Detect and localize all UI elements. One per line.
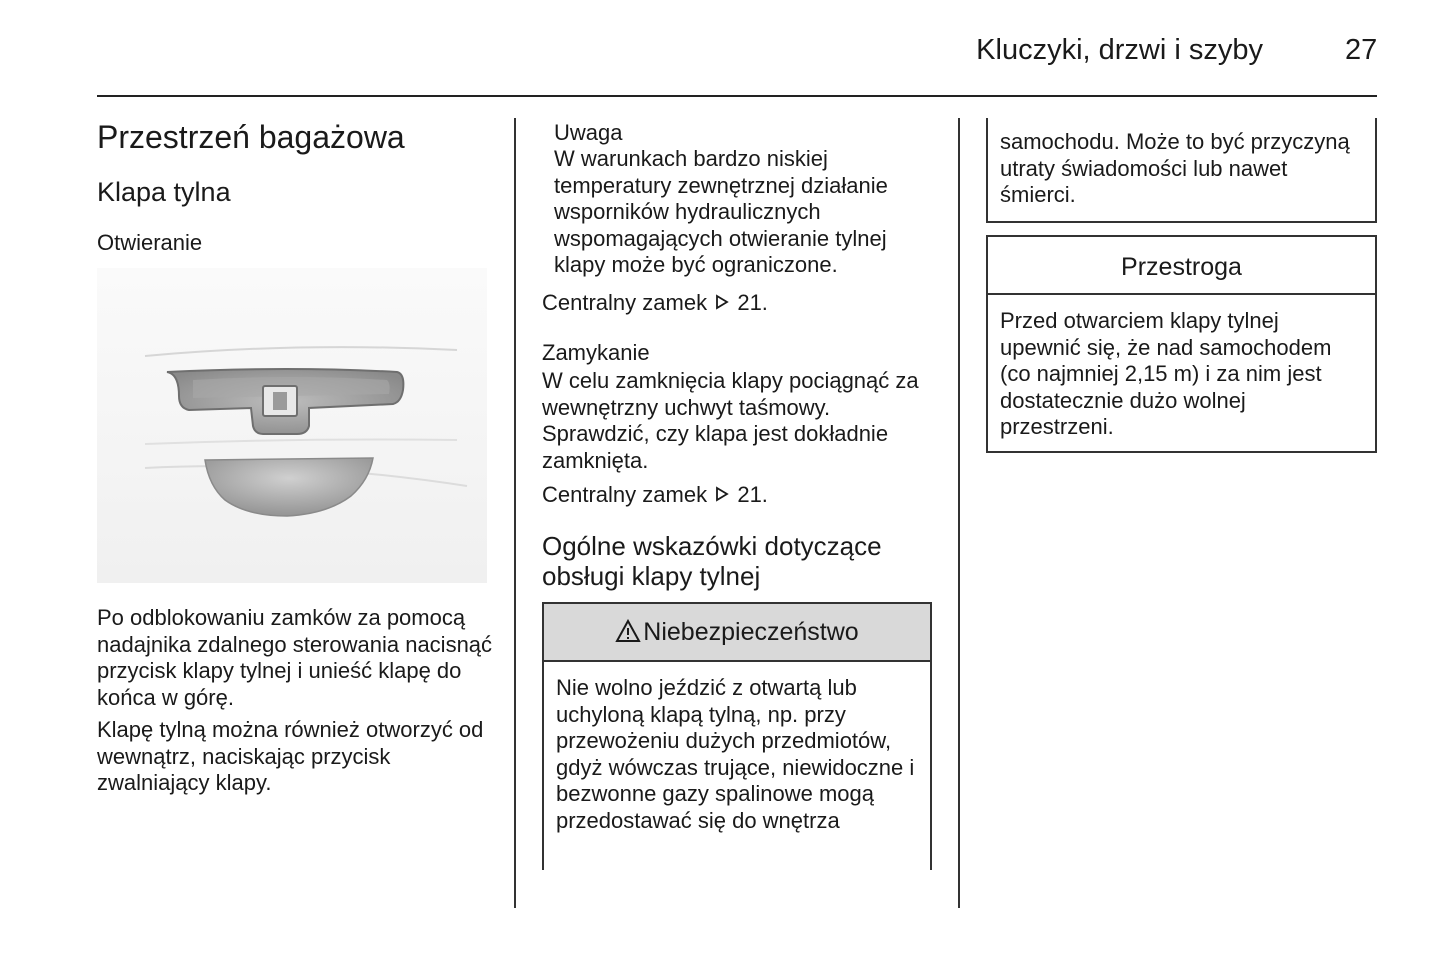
page-reference-arrow-icon [715, 290, 729, 317]
note-text: W warunkach bardzo niskiej temperatury zewnętrznej działanie wsporników hydraulicznych wspomagających otwieranie tylnej klapy może być ograniczone. [554, 146, 888, 277]
closing-heading: Zamykanie [542, 340, 650, 365]
danger-text: Nie wolno jeździć z otwartą lub uchyloną klapą tylną, np. przy przewożeniu dużych przedmiotów, gdyż wówczas trujące, niewidoczne i bezwonne gazy spalinowe mogą przedostawać się do wnętrza [556, 675, 915, 833]
subsubsection-heading: Otwieranie [97, 230, 203, 255]
cross-reference-1 [542, 290, 768, 317]
danger-continued-text: samochodu. Może to być przyczyną utraty świadomości lub nawet śmierci. [1000, 129, 1350, 207]
page-number: 27 [1345, 34, 1378, 66]
note-title: Uwaga [554, 120, 623, 145]
subsection-heading: Klapa tylna [97, 177, 231, 207]
cross-reference-label: Centralny zamek [542, 482, 708, 507]
danger-box [542, 602, 932, 870]
danger-continued-box [986, 118, 1377, 223]
tailgate-handle-illustration [97, 268, 487, 583]
section-heading: Przestrzeń bagażowa [97, 119, 405, 155]
inside-opening-paragraph: Klapę tylną można również otworzyć od wewnątrz, naciskając przycisk zwalniający klapy. [97, 717, 484, 795]
warning-triangle-icon [615, 607, 641, 663]
general-guidelines-heading: Ogólne wskazówki dotyczące obsługi klapy tylnej [542, 531, 882, 591]
column-divider-1 [514, 118, 516, 908]
opening-paragraph: Po odblokowaniu zamków za pomocą nadajnika zdalnego sterowania nacisnąć przycisk klapy tylnej i unieść klapę do końca w górę. [97, 605, 493, 710]
danger-title: Niebezpieczeństwo [643, 618, 859, 646]
cross-reference-page: 21. [737, 482, 768, 507]
cross-reference-2 [542, 482, 768, 509]
caution-box [986, 235, 1377, 453]
cross-reference-page: 21. [737, 290, 768, 315]
running-header-title: Kluczyki, drzwi i szyby [976, 34, 1263, 66]
caution-text: Przed otwarciem klapy tylnej upewnić się, że nad samochodem (co najmniej 2,15 m) i za nim jest dostatecznie dużo wolnej przestrzeni. [1000, 308, 1332, 439]
page-reference-arrow-icon [715, 482, 729, 509]
caution-box-header: Przestroga [988, 237, 1375, 295]
column-divider-2 [958, 118, 960, 908]
danger-box-header [544, 604, 930, 662]
cross-reference-label: Centralny zamek [542, 290, 708, 315]
tailgate-handle-icon [97, 268, 487, 583]
header-rule [97, 95, 1377, 97]
closing-text: W celu zamknięcia klapy pociągnąć za wewnętrzny uchwyt taśmowy. Sprawdzić, czy klapa jest dokładnie zamknięta. [542, 368, 919, 473]
